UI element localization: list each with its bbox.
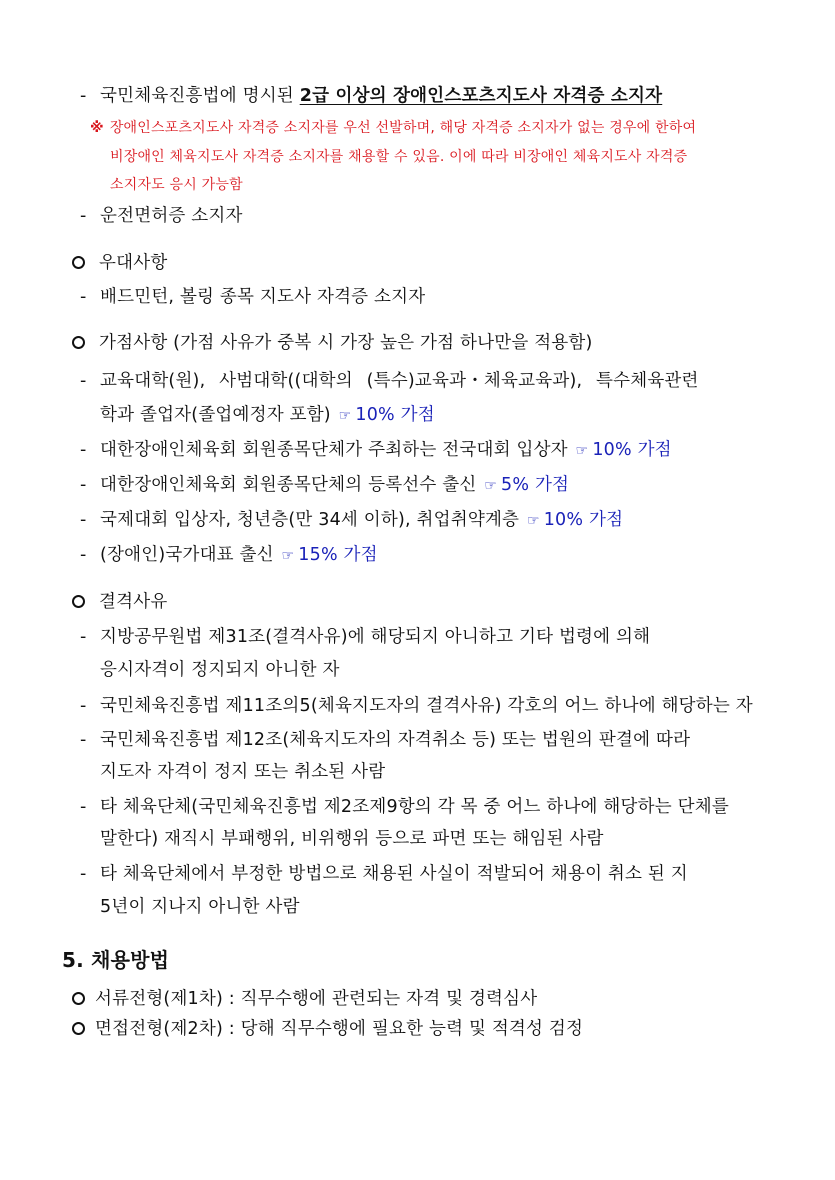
required-certificate-emphasis: 2급 이상의 장애인스포츠지도사 자격증 소지자 [299,86,663,106]
circle-bullet-icon [72,992,85,1005]
pointing-hand-icon: ☞ [338,408,352,424]
qualification-line-driver: - 운전면허증 소지자 [80,206,243,226]
disqualification-item-3-line1: - 국민체육진흥법 제12조(체육지도자의 자격취소 등) 또는 법원의 판결에 따라 [80,730,691,750]
bonus-points: 5% 가점 [501,475,570,495]
circle-bullet-icon [72,256,85,269]
bonus-points: 15% 가점 [298,545,378,565]
priority-note-line1: ※ 장애인스포츠지도사 자격증 소지자를 우선 선발하며, 해당 자격증 소지자가 없는 경우에 한하여 [90,120,697,136]
qualification-line-license: - 국민체육진흥법에 명시된 2급 이상의 장애인스포츠지도사 자격증 소지자 [80,86,663,106]
preference-heading: 우대사항 [72,251,167,275]
circle-bullet-icon [72,1022,85,1035]
pointing-hand-icon: ☞ [281,548,295,564]
disqualification-item-2: - 국민체육진흥법 제11조의5(체육지도자의 결격사유) 각호의 어느 하나에 해당하는 자 [80,696,753,716]
bonus-item-2: - 대한장애인체육회 회원종목단체가 주최하는 전국대회 입상자 ☞ 10% 가점 [80,440,672,460]
disqualification-item-4-line2: 말한다) 재직시 부패행위, 비위행위 등으로 파면 또는 해임된 사람 [100,829,604,849]
bonus-points: 10% 가점 [355,405,435,425]
disqualification-item-1-line1: - 지방공무원법 제31조(결격사유)에 해당되지 아니하고 기타 법령에 의해 [80,627,651,647]
bonus-item-5: - (장애인)국가대표 출신 ☞ 15% 가점 [80,545,378,565]
pointing-hand-icon: ☞ [526,513,540,529]
disqualification-item-5-line1: - 타 체육단체에서 부정한 방법으로 채용된 사실이 적발되어 채용이 취소 된 지 [80,864,688,884]
section-5-heading: 5. 채용방법 [62,948,170,972]
preference-item: - 배드민턴, 볼링 종목 지도사 자격증 소지자 [80,287,426,307]
bonus-heading: 가점사항 (가점 사유가 중복 시 가장 높은 가점 하나만을 적용함) [72,331,593,355]
priority-note-line2: 비장애인 체육지도사 자격증 소지자를 채용할 수 있음. 이에 따라 비장애인 체육지도사 자격증 [110,149,688,165]
bonus-points: 10% 가점 [543,510,624,530]
disqualification-item-3-line2: 지도자 자격이 정지 또는 취소된 사람 [100,762,386,782]
pointing-hand-icon: ☞ [575,443,589,459]
bonus-item-3: - 대한장애인체육회 회원종목단체의 등록선수 출신 ☞ 5% 가점 [80,475,570,495]
recruitment-method-1: 서류전형(제1차) : 직무수행에 관련되는 자격 및 경력심사 [72,987,537,1011]
disqualification-item-5-line2: 5년이 지나지 아니한 사람 [100,897,300,917]
bonus-points: 10% 가점 [592,440,672,460]
bonus-item-4: - 국제대회 입상자, 청년층(만 34세 이하), 취업취약계층 ☞ 10% 가점 [80,510,624,530]
recruitment-method-2: 면접전형(제2차) : 당해 직무수행에 필요한 능력 및 적격성 검정 [72,1017,583,1041]
bonus-item-1-line1: - 교육대학(원), 사범대학((대학의 (특수)교육과・체육교육과), 특수체육관련 [80,371,699,391]
disqualification-item-1-line2: 응시자격이 정지되지 아니한 자 [100,660,340,680]
bonus-item-1-line2: 학과 졸업자(졸업예정자 포함) ☞ 10% 가점 [100,405,435,425]
priority-note-line3: 소지자도 응시 가능함 [110,177,243,193]
circle-bullet-icon [72,336,85,349]
disqualification-heading: 결격사유 [72,590,167,614]
pointing-hand-icon: ☞ [484,478,498,494]
disqualification-item-4-line1: - 타 체육단체(국민체육진흥법 제2조제9항의 각 목 중 어느 하나에 해당하는 단체를 [80,797,729,817]
circle-bullet-icon [72,595,85,608]
